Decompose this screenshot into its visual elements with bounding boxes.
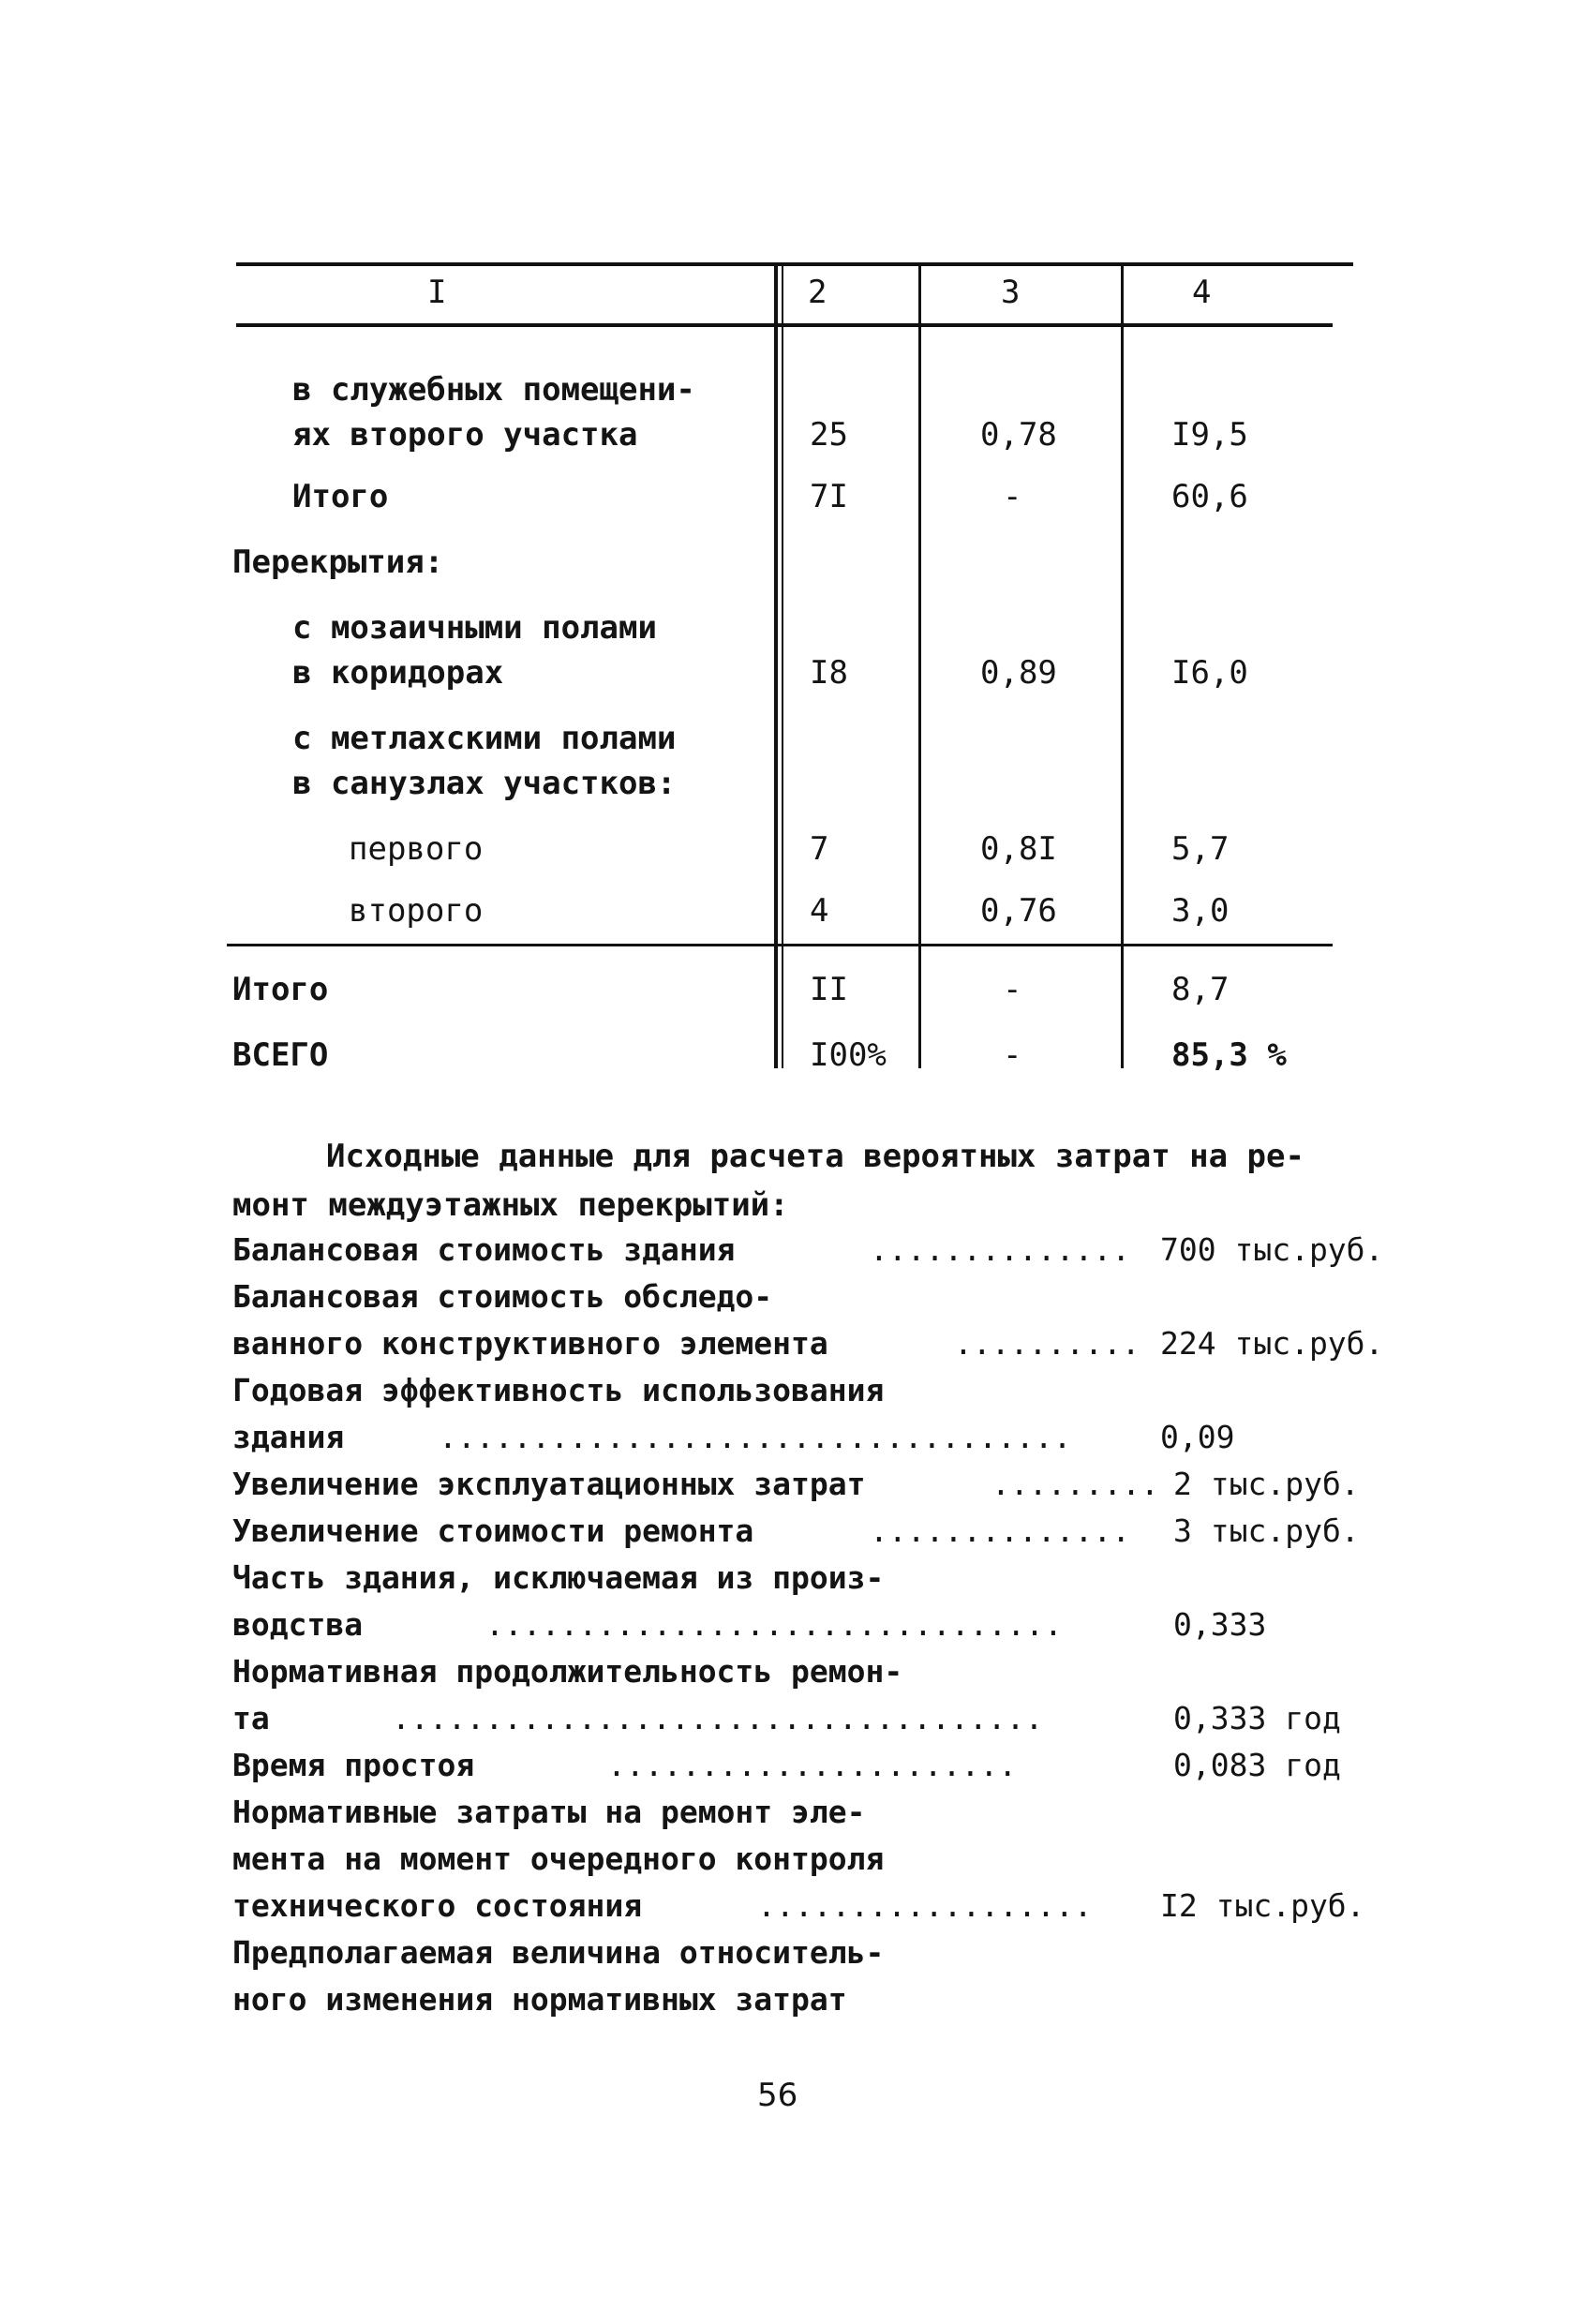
- table-header-col1: I: [427, 274, 447, 311]
- list-item-leader: ...............................: [485, 1606, 1063, 1643]
- list-item-value: 0,083 год: [1173, 1747, 1341, 1783]
- table-cell-col3: 0,76: [980, 892, 1057, 930]
- list-item: [232, 1934, 1423, 1972]
- list-item: [232, 1512, 1423, 1550]
- list-item-leader: ..................................: [439, 1419, 1072, 1455]
- table-header-col3: 3: [1001, 274, 1021, 311]
- table-row-label: Перекрытия:: [232, 544, 444, 581]
- list-item: [232, 1278, 1423, 1316]
- list-item-value: 2 тыс.руб.: [1173, 1466, 1360, 1502]
- list-item-label: Нормативная продолжительность ремон-: [232, 1653, 903, 1690]
- list-item-leader: ...................................: [392, 1700, 1044, 1736]
- list-item: [232, 1794, 1423, 1831]
- table-row-label: с метлахскими полами: [292, 720, 677, 757]
- table-cell-col2: I8: [810, 654, 848, 692]
- list-item-label: здания: [232, 1419, 345, 1455]
- list-item-label: мента на момент очередного контроля: [232, 1840, 885, 1877]
- list-item: [232, 1325, 1423, 1363]
- intro-line-1: Исходные данные для расчета вероятных затрат на ре-: [326, 1138, 1304, 1175]
- table-cell-col4: 8,7: [1171, 971, 1230, 1008]
- table-col-divider-3: [1121, 264, 1124, 1068]
- table-cell-col3: 0,8I: [980, 830, 1057, 868]
- list-item: [232, 1372, 1423, 1409]
- table-col-divider-1b: [782, 264, 783, 1068]
- list-item-label: Увеличение стоимости ремонта: [232, 1512, 754, 1549]
- table-cell-col3: -: [1003, 478, 1022, 515]
- list-item-leader: ..................: [757, 1887, 1093, 1924]
- list-item-label: Нормативные затраты на ремонт эле-: [232, 1794, 866, 1830]
- table-row-label: в санузлах участков:: [292, 765, 677, 802]
- list-item: [232, 1231, 1423, 1269]
- table-cell-col2: 7I: [810, 478, 848, 515]
- list-item-label: водства: [232, 1606, 364, 1643]
- list-item: [232, 1747, 1423, 1784]
- list-item: [232, 1700, 1423, 1737]
- list-item-value: 3 тыс.руб.: [1173, 1512, 1360, 1549]
- intro-line-2: монт междуэтажных перекрытий:: [232, 1186, 789, 1224]
- table-row-label: ВСЕГО: [232, 1036, 329, 1074]
- list-item-value: 0,09: [1160, 1419, 1235, 1455]
- table-cell-col3: -: [1003, 971, 1022, 1008]
- list-item-label: Балансовая стоимость здания: [232, 1231, 736, 1268]
- table-header-rule: [236, 323, 1333, 327]
- list-item-label: Годовая эффективность использования: [232, 1372, 885, 1408]
- list-item-label: Балансовая стоимость обследо-: [232, 1278, 773, 1315]
- list-item-value: 0,333: [1173, 1606, 1267, 1643]
- list-item-label: та: [232, 1700, 270, 1736]
- list-item: [232, 1606, 1423, 1644]
- list-item-leader: ..........: [954, 1325, 1140, 1362]
- table-row-label: с мозаичными полами: [292, 609, 657, 647]
- table-cell-col2: 25: [810, 416, 848, 454]
- table-row-label: ях второго участка: [292, 416, 638, 454]
- list-item-label: Время простоя: [232, 1747, 475, 1783]
- table-cell-col4: I9,5: [1171, 416, 1248, 454]
- data-list: [232, 1231, 1413, 2056]
- table-cell-col4: 60,6: [1171, 478, 1248, 515]
- list-item: [232, 1559, 1423, 1597]
- page-number: 56: [757, 2077, 798, 2114]
- table-row-label: первого: [349, 830, 484, 868]
- table-row-label: в служебных помещени-: [292, 371, 695, 409]
- list-item-leader: .........: [991, 1466, 1159, 1502]
- list-item: [232, 1466, 1423, 1503]
- list-item: [232, 1981, 1423, 2019]
- table-col-divider-1: [774, 264, 778, 1068]
- table-row-label: Итого: [232, 971, 329, 1008]
- table-cell-col2: 4: [810, 892, 829, 930]
- list-item-leader: ......................: [607, 1747, 1018, 1783]
- table-cell-col4: I6,0: [1171, 654, 1248, 692]
- table-header-col4: 4: [1192, 274, 1212, 311]
- data-table: [0, 0, 1595, 1106]
- list-item-value: 700 тыс.руб.: [1160, 1231, 1384, 1268]
- table-cell-col4: 85,3 %: [1171, 1036, 1287, 1074]
- list-item-leader: ..............: [870, 1512, 1131, 1549]
- table-row-label: в коридорах: [292, 654, 504, 692]
- list-item-leader: ..............: [870, 1231, 1131, 1268]
- list-item: [232, 1419, 1423, 1456]
- list-item-value: I2 тыс.руб.: [1160, 1887, 1365, 1924]
- list-item-label: Часть здания, исключаемая из произ-: [232, 1559, 885, 1596]
- table-subtotal-rule: [227, 944, 1333, 946]
- list-item: [232, 1887, 1423, 1925]
- table-cell-col2: 7: [810, 830, 829, 868]
- table-row-label: второго: [349, 892, 484, 930]
- list-item-label: ного изменения нормативных затрат: [232, 1981, 847, 2018]
- list-item: [232, 1840, 1423, 1878]
- list-item-value: 224 тыс.руб.: [1160, 1325, 1384, 1362]
- table-cell-col4: 3,0: [1171, 892, 1230, 930]
- list-item-label: ванного конструктивного элемента: [232, 1325, 828, 1362]
- table-header-col2: 2: [808, 274, 827, 311]
- table-top-rule: [236, 262, 1353, 266]
- list-item: [232, 1653, 1423, 1691]
- table-cell-col4: 5,7: [1171, 830, 1230, 868]
- list-item-label: Предполагаемая величина относитель-: [232, 1934, 885, 1971]
- table-cell-col3: 0,89: [980, 654, 1057, 692]
- table-cell-col2: II: [810, 971, 848, 1008]
- table-col-divider-2: [918, 264, 921, 1068]
- list-item-label: технического состояния: [232, 1887, 643, 1924]
- table-cell-col3: 0,78: [980, 416, 1057, 454]
- table-cell-col2: I00%: [810, 1036, 887, 1074]
- table-cell-col3: -: [1003, 1036, 1022, 1074]
- list-item-label: Увеличение эксплуатационных затрат: [232, 1466, 866, 1502]
- table-row-label: Итого: [292, 478, 389, 515]
- list-item-value: 0,333 год: [1173, 1700, 1341, 1736]
